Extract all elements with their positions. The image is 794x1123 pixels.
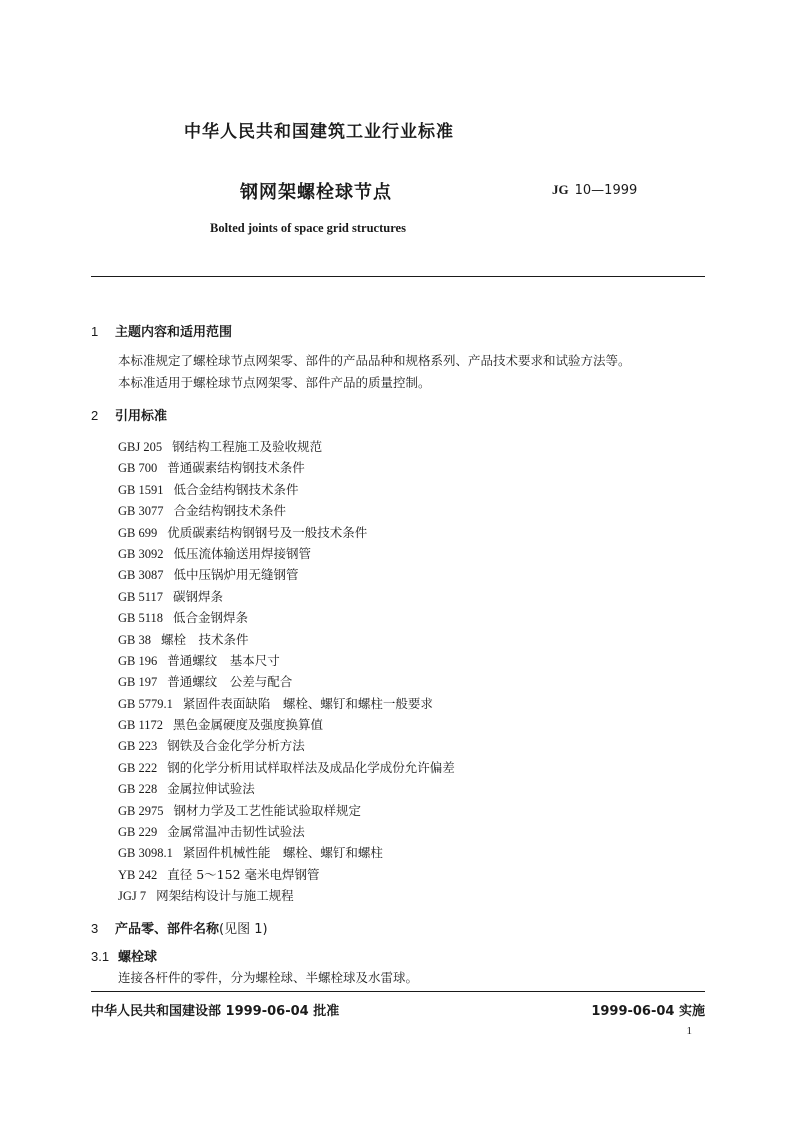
section-3-1-paragraph: 连接各杆件的零件，分为螺栓球、半螺栓球及水雷球。 (118, 970, 419, 985)
reference-code: JGJ 7 (118, 889, 147, 904)
reference-title: 低中压锅炉用无缝钢管 (173, 567, 299, 583)
reference-title: 普通碳素结构钢技术条件 (167, 460, 305, 476)
reference-item (118, 757, 455, 778)
reference-item (118, 693, 455, 714)
reference-code: GB 229 (118, 825, 158, 840)
section-3-title: 产品零、部件名称 (115, 922, 220, 937)
reference-code: YB 242 (118, 867, 158, 882)
section-1-number: 1 (91, 324, 99, 339)
reference-title: 低合金钢焊条 (173, 610, 249, 626)
reference-title: 紧固件表面缺陷 螺栓、螺钉和螺柱一般要求 (182, 695, 433, 711)
issuing-organization: 中华人民共和国建筑工业行业标准 (184, 122, 454, 142)
reference-code: GB 3087 (118, 568, 164, 583)
section-2-heading (91, 405, 167, 424)
reference-title: 钢铁及合金化学分析方法 (167, 738, 305, 754)
reference-item (118, 564, 455, 585)
section-3-number: 3 (91, 921, 99, 936)
reference-item (118, 629, 455, 650)
section-3-1-number: 3.1 (91, 949, 110, 964)
reference-item (118, 842, 455, 863)
reference-item (118, 735, 455, 756)
document-title: 钢网架螺栓球节点 (240, 182, 392, 203)
reference-code: GB 222 (118, 760, 158, 775)
reference-code: GB 1591 (118, 482, 164, 497)
reference-title: 金属拉伸试验法 (167, 781, 255, 797)
reference-item (118, 457, 455, 478)
reference-code: GBJ 205 (118, 440, 163, 454)
reference-code: GB 5117 (118, 589, 164, 604)
reference-title: 普通螺纹 公差与配合 (167, 674, 293, 690)
reference-item (118, 650, 455, 671)
reference-item (118, 885, 455, 906)
section-3-title-note: (见图 1) (219, 922, 268, 937)
section-3-1-heading (91, 946, 157, 965)
reference-title: 黑色金属硬度及强度换算值 (173, 717, 324, 733)
reference-code: GB 700 (118, 461, 158, 476)
reference-title: 紧固件机械性能 螺栓、螺钉和螺柱 (182, 845, 383, 861)
reference-code: GB 5118 (118, 611, 164, 626)
reference-code: GB 196 (118, 653, 158, 668)
reference-title: 低合金结构钢技术条件 (173, 481, 299, 497)
reference-item (118, 714, 455, 735)
reference-item (118, 543, 455, 564)
header-divider (91, 276, 705, 277)
section-3-heading (91, 918, 268, 937)
section-3-1-title: 螺栓球 (118, 950, 158, 965)
reference-code: GB 38 (118, 632, 151, 647)
reference-title: 钢的化学分析用试样取样法及成品化学成份允许偏差 (167, 759, 455, 775)
section-1-heading (91, 321, 232, 340)
standard-code-prefix: JG (552, 182, 569, 197)
reference-code: GB 228 (118, 782, 158, 797)
reference-title: 网架结构设计与施工规程 (156, 888, 294, 904)
reference-code: GB 5779.1 (118, 696, 173, 711)
reference-title: 金属常温冲击韧性试验法 (167, 824, 305, 840)
reference-code: GB 197 (118, 675, 158, 690)
approval-line: 中华人民共和国建设部 1999-06-04 批准 (91, 1004, 340, 1019)
reference-title: 直径 5～152 毫米电焊钢管 (167, 866, 320, 882)
standard-code-number: 10—1999 (574, 183, 638, 198)
reference-item (118, 800, 455, 821)
footer-divider (91, 991, 705, 992)
reference-title: 螺栓 技术条件 (161, 631, 249, 647)
reference-code: GB 3092 (118, 546, 164, 561)
reference-item (118, 586, 455, 607)
english-title: Bolted joints of space grid structures (210, 221, 406, 235)
section-1-title: 主题内容和适用范围 (115, 325, 233, 340)
page-number: 1 (686, 1025, 692, 1037)
section-1-paragraph-1: 本标准规定了螺栓球节点网架零、部件的产品品种和规格系列、产品技术要求和试验方法等。 (118, 353, 631, 368)
section-2-title: 引用标准 (115, 409, 168, 424)
reference-item (118, 671, 455, 692)
reference-code: GB 1172 (118, 718, 164, 733)
reference-code: GB 223 (118, 739, 158, 754)
reference-title: 普通螺纹 基本尺寸 (167, 652, 280, 668)
standard-code (552, 182, 637, 198)
reference-item (118, 500, 455, 521)
reference-code: GB 3077 (118, 504, 164, 519)
reference-code: GB 2975 (118, 803, 164, 818)
reference-title: 合金结构钢技术条件 (173, 503, 287, 519)
section-2-number: 2 (91, 408, 99, 423)
reference-item (118, 607, 455, 628)
reference-item (118, 864, 455, 885)
reference-title: 碳钢焊条 (173, 588, 224, 604)
section-1-paragraph-2: 本标准适用于螺栓球节点网架零、部件产品的质量控制。 (118, 375, 431, 390)
reference-code: GB 3098.1 (118, 846, 173, 861)
reference-item (118, 778, 455, 799)
reference-title: 钢结构工程施工及验收规范 (172, 439, 323, 454)
reference-item (118, 479, 455, 500)
reference-item (118, 522, 455, 543)
reference-title: 优质碳素结构钢钢号及一般技术条件 (167, 524, 368, 540)
reference-code: GB 699 (118, 525, 158, 540)
reference-title: 钢材力学及工艺性能试验取样规定 (173, 802, 362, 818)
reference-standards-list (118, 436, 455, 907)
reference-item (118, 436, 455, 457)
implementation-line: 1999-06-04 实施 (591, 1004, 705, 1019)
reference-item (118, 821, 455, 842)
reference-title: 低压流体输送用焊接钢管 (173, 545, 312, 561)
